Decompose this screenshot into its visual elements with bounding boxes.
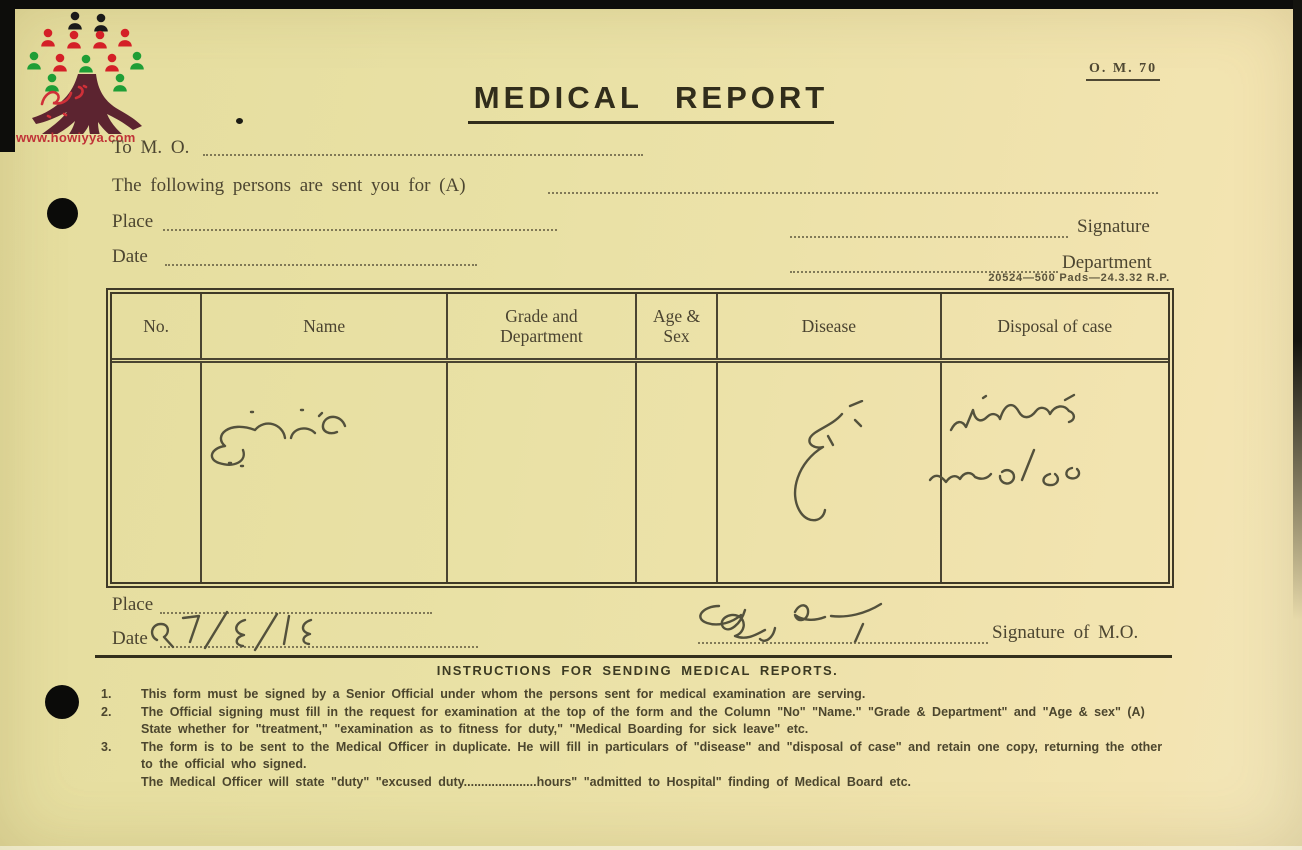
print-note: 20524—500 Pads—24.3.32 R.P. xyxy=(988,272,1170,284)
department-label: Department xyxy=(1062,252,1152,273)
signature-line xyxy=(790,236,1068,238)
date-label-bottom: Date xyxy=(112,628,148,649)
date-line-top xyxy=(165,264,477,266)
col-no: No. xyxy=(112,294,201,361)
instruction-number: 2. xyxy=(101,704,112,719)
col-name: Name xyxy=(201,294,447,361)
instruction-item-1 xyxy=(95,686,1180,704)
signature-mo-label: Signature of M.O. xyxy=(992,622,1139,643)
page-title: MEDICAL REPORT xyxy=(468,80,834,124)
handwritten-disposal-line2 xyxy=(922,438,1092,503)
instruction-item-3 xyxy=(95,739,1180,774)
cell-no xyxy=(112,361,201,583)
place-label-bottom: Place xyxy=(112,594,154,615)
to-mo-line xyxy=(203,154,643,156)
col-disease: Disease xyxy=(717,294,940,361)
col-age-sex: Age & Sex xyxy=(636,294,717,361)
table-header-row xyxy=(112,294,1168,361)
instruction-text: This form must be signed by a Senior Official under whom the persons sent for medical examination are serving. xyxy=(141,687,866,701)
instruction-number: 3. xyxy=(101,739,112,754)
instruction-number xyxy=(95,774,141,792)
title-row xyxy=(0,80,1302,124)
footer-rule xyxy=(95,655,1172,658)
col-disposal: Disposal of case xyxy=(941,294,1168,361)
sent-for-label: The following persons are sent you for (A) xyxy=(112,175,466,196)
logo-url-text: www.howiyya.com xyxy=(16,130,136,145)
instructions-section xyxy=(95,663,1180,791)
date-label-top: Date xyxy=(112,246,148,267)
handwritten-disease-mark xyxy=(768,400,868,550)
instruction-text: The Official signing must fill in the request for examination at the top of the form and the Column "No" "Name." "Grade & Department" and "Age & sex" (A) State whether for "treatment," "examination as to fitness for duty," "Medical Boarding for sick leave" etc. xyxy=(141,704,1145,736)
handwritten-disposal-line1 xyxy=(945,390,1105,440)
instruction-text: The form is to be sent to the Medical Officer in duplicate. He will fill in particulars of "disease" and "disposal of case" and retain one copy, returning the other to the official who signed. xyxy=(141,739,1163,771)
col-grade-department: Grade and Department xyxy=(447,294,636,361)
signature-mo-line xyxy=(698,642,988,644)
sent-for-line xyxy=(548,192,1158,194)
cell-grade-department xyxy=(447,361,636,583)
form-code: O. M. 70 xyxy=(1086,61,1160,81)
handwritten-name xyxy=(193,396,363,471)
to-mo-label: To M. O. xyxy=(112,137,190,158)
cell-name xyxy=(201,361,447,583)
instructions-heading: INSTRUCTIONS FOR SENDING MEDICAL REPORTS. xyxy=(436,663,839,678)
place-label-top: Place xyxy=(112,211,154,232)
instruction-item-2 xyxy=(95,704,1180,739)
scan-edge-bottom xyxy=(0,846,1302,850)
handwritten-date xyxy=(143,606,323,654)
signature-label: Signature xyxy=(1077,216,1150,237)
punch-hole-top xyxy=(47,198,78,229)
place-line-top xyxy=(163,229,557,231)
cell-age-sex xyxy=(636,361,717,583)
instruction-text: The Medical Officer will state "duty" "excused duty.....................hours" "admitted to Hospital" finding of Medical Board etc. xyxy=(141,774,912,789)
scan-edge-top xyxy=(0,0,1302,9)
instruction-item-4 xyxy=(95,774,1180,792)
instruction-number: 1. xyxy=(101,687,112,701)
punch-hole-bottom xyxy=(45,685,79,719)
